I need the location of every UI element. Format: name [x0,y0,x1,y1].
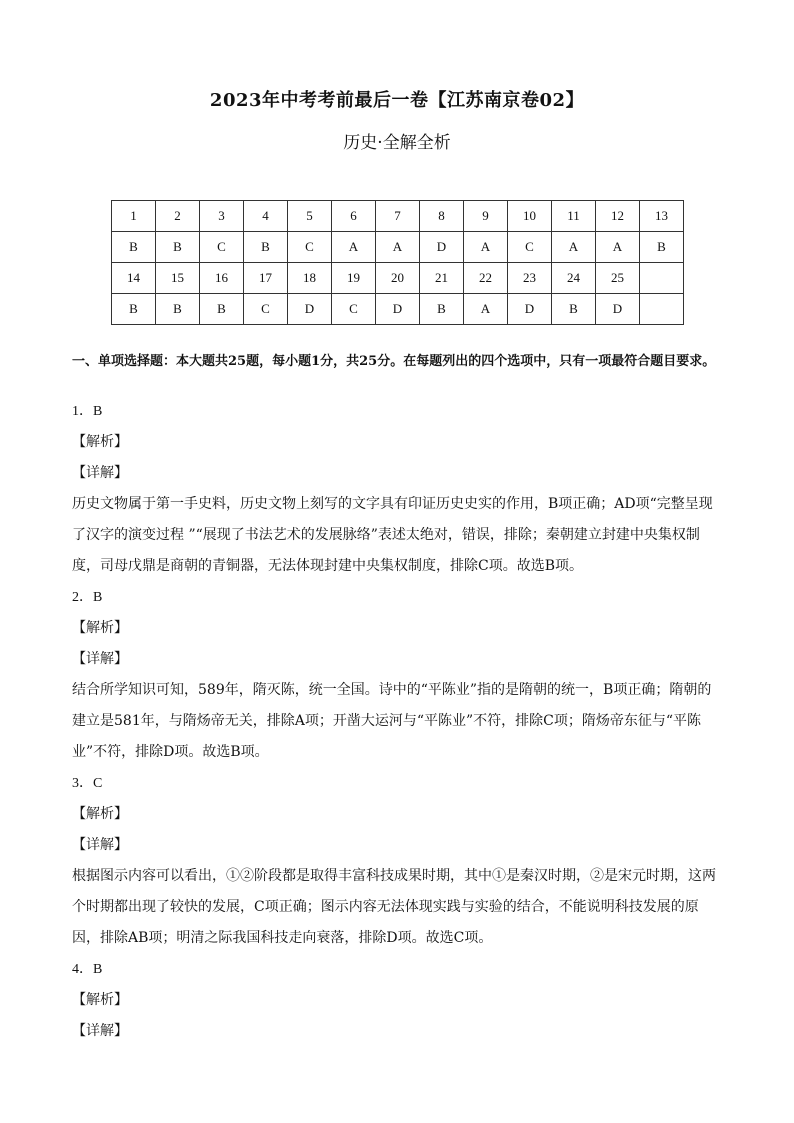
table-cell: C [288,232,332,263]
table-cell: 11 [552,201,596,232]
table-cell: 5 [288,201,332,232]
table-cell: A [596,232,640,263]
table-cell: 17 [244,263,288,294]
table-cell: A [464,232,508,263]
table-cell: B [640,232,684,263]
table-cell: D [376,294,420,325]
table-cell: B [244,232,288,263]
analysis-label: 【解析】 [72,806,128,822]
table-cell: 2 [156,201,200,232]
table-cell: 22 [464,263,508,294]
detail-label: 【详解】 [72,465,128,481]
table-row [112,263,684,294]
table-cell: A [332,232,376,263]
detail-label: 【详解】 [72,837,128,853]
page-subtitle: 历史·全解全析 [343,133,451,153]
table-cell: 15 [156,263,200,294]
table-cell: 14 [112,263,156,294]
table-cell: A [464,294,508,325]
table-cell: 4 [244,201,288,232]
table-cell: B [156,232,200,263]
table-row [112,201,684,232]
table-cell [640,263,684,294]
table-cell: C [200,232,244,263]
table-cell: 19 [332,263,376,294]
question-number: 2．B [72,590,103,605]
table-cell: 25 [596,263,640,294]
analysis-label: 【解析】 [72,620,128,636]
question-number: 3．C [72,776,103,791]
table-cell: 13 [640,201,684,232]
table-cell: D [288,294,332,325]
table-cell [640,294,684,325]
table-cell: 10 [508,201,552,232]
table-cell: C [508,232,552,263]
table-cell: 16 [200,263,244,294]
answer-table [111,200,684,325]
table-cell: C [332,294,376,325]
table-cell: 21 [420,263,464,294]
detail-label: 【详解】 [72,1023,128,1039]
table-cell: C [244,294,288,325]
table-cell: 3 [200,201,244,232]
table-cell: 12 [596,201,640,232]
analysis-label: 【解析】 [72,992,128,1008]
table-cell: B [552,294,596,325]
table-cell: D [508,294,552,325]
table-cell: 20 [376,263,420,294]
table-cell: 24 [552,263,596,294]
table-cell: B [420,294,464,325]
detail-text: 历史文物属于第一手史料，历史文物上刻写的文字具有印证历史史实的作用，B项正确；AD项“完整呈现了汉字的演变过程 ”“展现了书法艺术的发展脉络”表述太绝对，错误，排除；秦朝建立封建中央集权制度，司母戊鼎是商朝的青铜器，无法体现封建中央集权制度，排除C项。故选B项。 [72,496,713,574]
detail-label: 【详解】 [72,651,128,667]
table-cell: 6 [332,201,376,232]
table-cell: B [156,294,200,325]
analysis-label: 【解析】 [72,434,128,450]
table-cell: 18 [288,263,332,294]
question-number: 4．B [72,962,103,977]
table-cell: 8 [420,201,464,232]
table-cell: D [596,294,640,325]
answer-explanations [72,396,724,1047]
table-cell: 1 [112,201,156,232]
table-cell: 9 [464,201,508,232]
table-cell: D [420,232,464,263]
table-cell: B [112,232,156,263]
table-cell: A [552,232,596,263]
table-cell: 23 [508,263,552,294]
detail-text: 根据图示内容可以看出，①②阶段都是取得丰富科技成果时期，其中①是秦汉时期，②是宋元时期，这两个时期都出现了较快的发展，C项正确；图示内容无法体现实践与实验的结合，不能说明科技发展的原因，排除AB项；明清之际我国科技走向衰落，排除D项。故选C项。 [72,868,716,946]
table-cell: 7 [376,201,420,232]
table-row [112,294,684,325]
detail-text: 结合所学知识可知，589年，隋灭陈，统一全国。诗中的“平陈业”指的是隋朝的统一，B项正确；隋朝的建立是581年，与隋炀帝无关，排除A项；开凿大运河与“平陈业”不符，排除C项；隋炀帝东征与“平陈业”不符，排除D项。故选B项。 [72,682,712,760]
table-cell: B [112,294,156,325]
section-heading: 一、单项选择题：本大题共25题，每小题1分，共25分。在每题列出的四个选项中，只有一项最符合题目要求。 [72,354,716,369]
table-cell: A [376,232,420,263]
question-number: 1．B [72,404,103,419]
page-title: 2023年中考考前最后一卷【江苏南京卷02】 [209,90,585,111]
table-row [112,232,684,263]
table-cell: B [200,294,244,325]
